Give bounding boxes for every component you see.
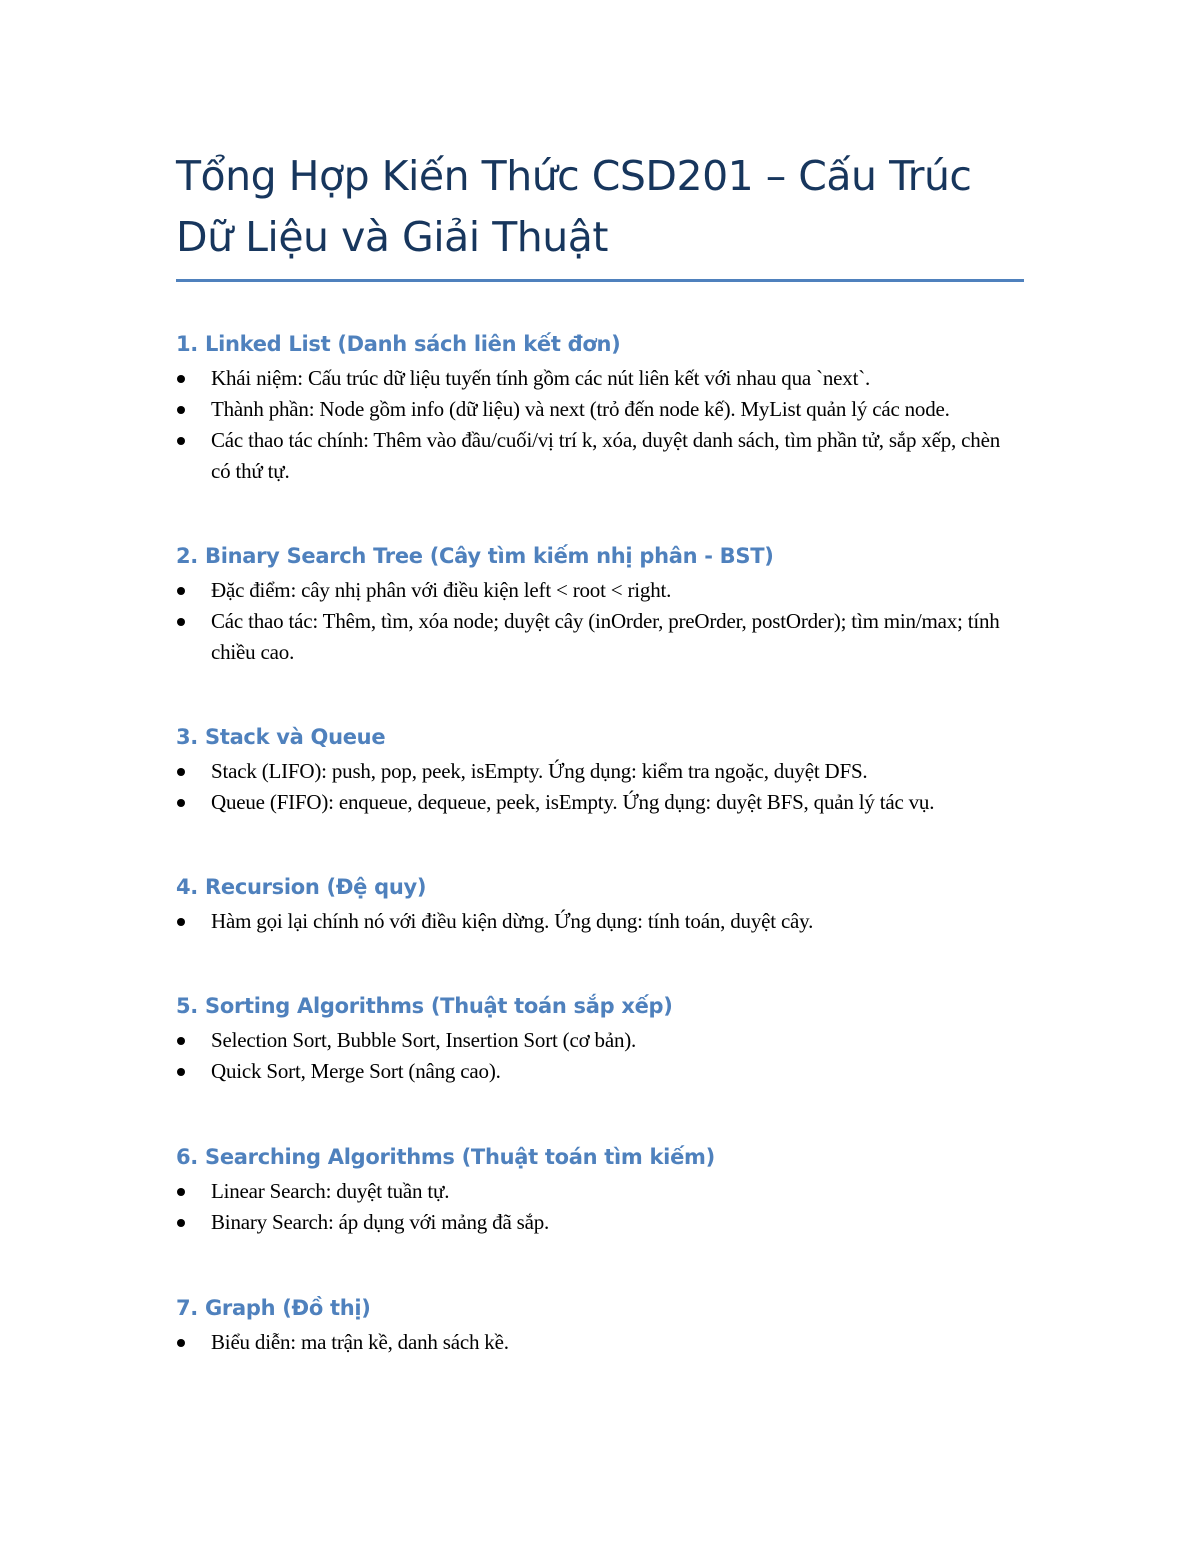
list-item-text: Selection Sort, Bubble Sort, Insertion Sort (cơ bản).	[211, 1028, 637, 1052]
bullet-list	[176, 1025, 1024, 1087]
bullet-list	[176, 1176, 1024, 1238]
list-item	[176, 756, 1024, 787]
section-heading: 4. Recursion (Đệ quy)	[176, 875, 427, 899]
bullet-icon	[177, 1037, 185, 1045]
section-heading: 1. Linked List (Danh sách liên kết đơn)	[176, 332, 621, 356]
section-heading: 5. Sorting Algorithms (Thuật toán sắp xếp)	[176, 994, 673, 1018]
document-title: Tổng Hợp Kiến Thức CSD201 – Cấu Trúc Dữ Liệu và Giải Thuật	[176, 152, 972, 261]
bullet-list	[176, 1327, 1024, 1358]
list-item-text: Các thao tác chính: Thêm vào đầu/cuối/vị trí k, xóa, duyệt danh sách, tìm phần tử, sắp xếp, chèn có thứ tự.	[211, 428, 1000, 483]
list-item	[176, 906, 1024, 937]
list-item	[176, 1327, 1024, 1358]
section-graph	[176, 1293, 1024, 1358]
list-item	[176, 1025, 1024, 1056]
list-item-text: Khái niệm: Cấu trúc dữ liệu tuyến tính gồm các nút liên kết với nhau qua `next`.	[211, 366, 871, 390]
list-item-text: Biểu diễn: ma trận kề, danh sách kề.	[211, 1330, 509, 1354]
section-stack-queue	[176, 722, 1024, 818]
list-item	[176, 1056, 1024, 1087]
section-heading: 3. Stack và Queue	[176, 725, 386, 749]
list-item-text: Stack (LIFO): push, pop, peek, isEmpty. Ứng dụng: kiểm tra ngoặc, duyệt DFS.	[211, 759, 868, 783]
bullet-list	[176, 363, 1024, 487]
list-item	[176, 1176, 1024, 1207]
bullet-icon	[177, 618, 185, 626]
title-underline	[176, 279, 1024, 282]
list-item	[176, 394, 1024, 425]
list-item-text: Các thao tác: Thêm, tìm, xóa node; duyệt cây (inOrder, preOrder, postOrder); tìm min/max; tính chiều cao.	[211, 609, 1000, 664]
bullet-icon	[177, 375, 185, 383]
section-sorting	[176, 991, 1024, 1087]
section-heading: 2. Binary Search Tree (Cây tìm kiếm nhị phân - BST)	[176, 544, 774, 568]
bullet-list	[176, 906, 1024, 937]
bullet-icon	[177, 1188, 185, 1196]
list-item	[176, 606, 1024, 668]
list-item-text: Đặc điểm: cây nhị phân với điều kiện left < root < right.	[211, 578, 672, 602]
list-item-text: Linear Search: duyệt tuần tự.	[211, 1179, 450, 1203]
bullet-icon	[177, 799, 185, 807]
bullet-icon	[177, 1219, 185, 1227]
list-item-text: Binary Search: áp dụng với mảng đã sắp.	[211, 1210, 550, 1234]
list-item	[176, 1207, 1024, 1238]
document-page	[176, 146, 1024, 1358]
list-item	[176, 425, 1024, 487]
bullet-icon	[177, 406, 185, 414]
bullet-icon	[177, 437, 185, 445]
list-item-text: Quick Sort, Merge Sort (nâng cao).	[211, 1059, 501, 1083]
list-item	[176, 575, 1024, 606]
list-item-text: Thành phần: Node gồm info (dữ liệu) và next (trỏ đến node kế). MyList quản lý các node.	[211, 397, 950, 421]
section-bst	[176, 541, 1024, 668]
section-heading: 7. Graph (Đồ thị)	[176, 1296, 371, 1320]
bullet-icon	[177, 1068, 185, 1076]
section-recursion	[176, 872, 1024, 937]
bullet-icon	[177, 918, 185, 926]
list-item	[176, 787, 1024, 818]
list-item-text: Hàm gọi lại chính nó với điều kiện dừng. Ứng dụng: tính toán, duyệt cây.	[211, 909, 814, 933]
section-linked-list	[176, 329, 1024, 487]
section-heading: 6. Searching Algorithms (Thuật toán tìm kiếm)	[176, 1145, 715, 1169]
section-searching	[176, 1142, 1024, 1238]
bullet-list	[176, 756, 1024, 818]
bullet-icon	[177, 587, 185, 595]
bullet-icon	[177, 768, 185, 776]
list-item-text: Queue (FIFO): enqueue, dequeue, peek, isEmpty. Ứng dụng: duyệt BFS, quản lý tác vụ.	[211, 790, 935, 814]
list-item	[176, 363, 1024, 394]
bullet-list	[176, 575, 1024, 668]
bullet-icon	[177, 1339, 185, 1347]
